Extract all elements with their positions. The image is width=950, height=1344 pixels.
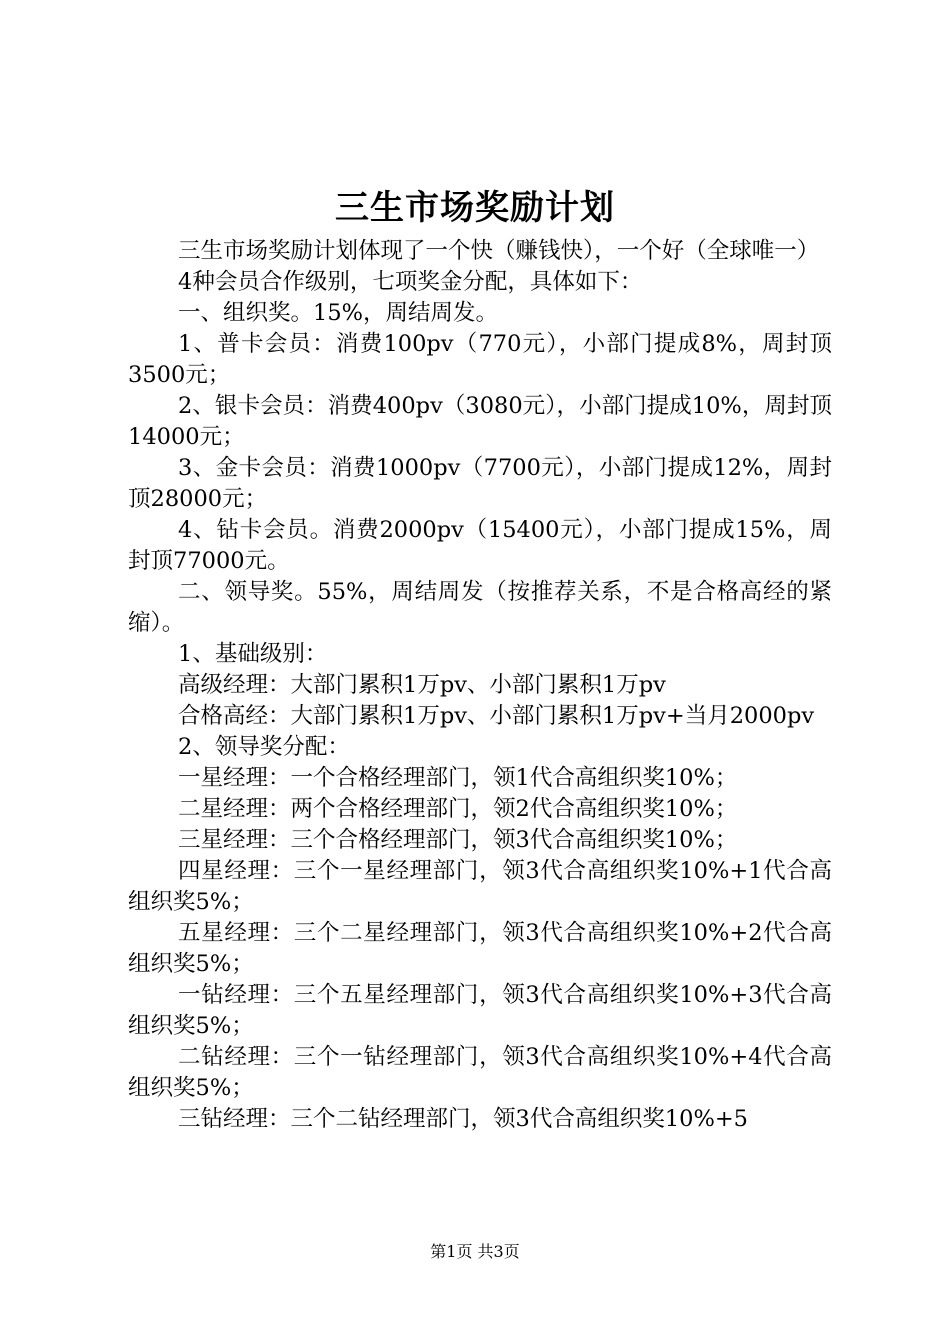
paragraph: 4、钻卡会员。消费2000pv（15400元），小部门提成15%，周封顶77000元。 (128, 517, 832, 574)
paragraph: 二钻经理：三个一钻经理部门，领3代合高组织奖10%+4代合高组织奖5%； (128, 1044, 832, 1101)
paragraph: 一星经理：一个合格经理部门，领1代合高组织奖10%； (178, 765, 738, 791)
paragraph: 二、领导奖。55%，周结周发（按推荐关系，不是合格高经的紧缩）。 (128, 579, 832, 636)
paragraph: 四星经理：三个一星经理部门，领3代合高组织奖10%+1代合高组织奖5%； (128, 858, 832, 915)
paragraph: 1、基础级别： (178, 641, 328, 667)
paragraph: 2、领导奖分配： (178, 734, 350, 760)
paragraph: 2、银卡会员：消费400pv（3080元），小部门提成10%，周封顶14000元； (128, 393, 832, 450)
paragraph: 三生市场奖励计划体现了一个快（赚钱快），一个好（全球唯一） (178, 238, 820, 264)
document-body (128, 236, 832, 1135)
paragraph: 五星经理：三个二星经理部门，领3代合高组织奖10%+2代合高组织奖5%； (128, 920, 832, 977)
paragraph: 高级经理：大部门累积1万pv、小部门累积1万pv (178, 672, 666, 698)
paragraph: 三钻经理：三个二钻经理部门，领3代合高组织奖10%+5 (178, 1106, 748, 1132)
paragraph: 4种会员合作级别，七项奖金分配，具体如下： (178, 269, 643, 295)
document-title: 三生市场奖励计划 (335, 188, 615, 228)
paragraph: 一钻经理：三个五星经理部门，领3代合高组织奖10%+3代合高组织奖5%； (128, 982, 832, 1039)
paragraph: 二星经理：两个合格经理部门，领2代合高组织奖10%； (178, 796, 738, 822)
paragraph: 3、金卡会员：消费1000pv（7700元），小部门提成12%，周封顶28000元； (128, 455, 832, 512)
page-number: 第1页 共3页 (430, 1242, 520, 1261)
paragraph: 三星经理：三个合格经理部门，领3代合高组织奖10%； (178, 827, 738, 853)
paragraph: 一、组织奖。15%，周结周发。 (178, 300, 499, 326)
paragraph: 合格高经：大部门累积1万pv、小部门累积1万pv+当月2000pv (178, 703, 815, 729)
paragraph: 1、普卡会员：消费100pv（770元），小部门提成8%，周封顶3500元； (128, 331, 832, 388)
